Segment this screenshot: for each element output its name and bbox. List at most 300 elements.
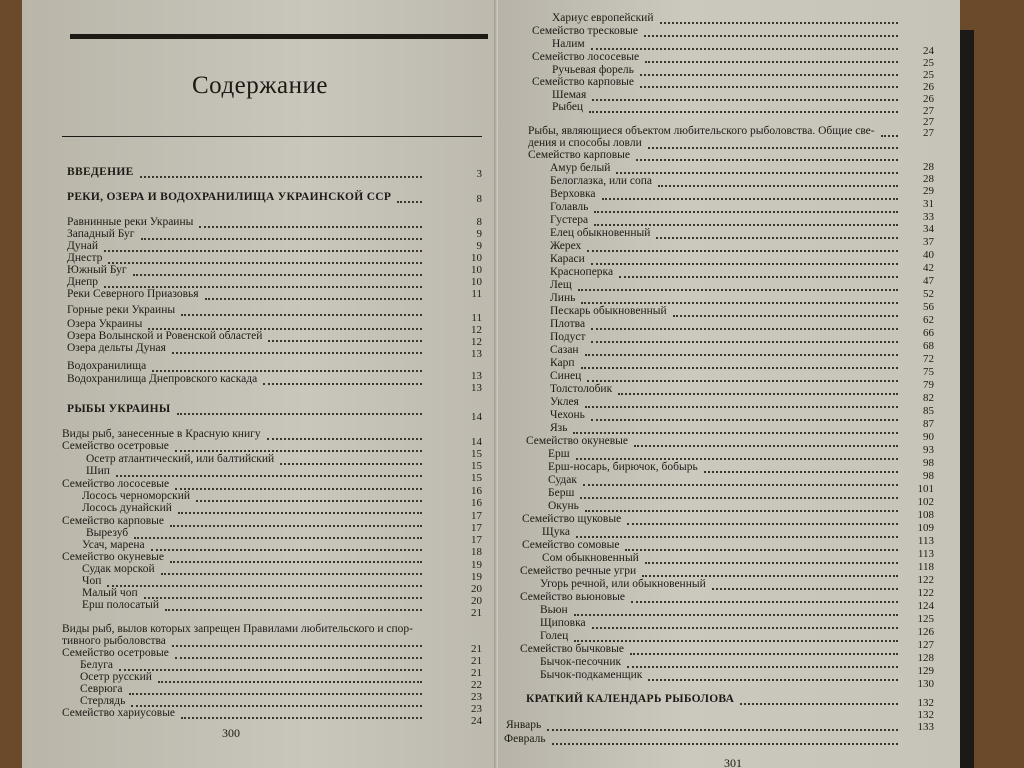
toc-entry [67,288,199,301]
page-number: 23 [471,703,482,715]
toc-entry-text: Семейство лососевые [62,478,170,490]
page-number: 126 [917,626,934,638]
toc-entry-text: Семейство карповые [62,515,164,527]
dot-leader [591,327,898,330]
page-number: 31 [923,198,934,210]
dot-leader [640,85,898,88]
dot-leader [172,351,422,354]
toc-entry [82,502,172,515]
toc-entry-text: Голавль [550,201,589,213]
page-number: 20 [471,583,482,595]
page-number: 17 [471,534,482,546]
toc-entry [550,383,612,396]
toc-entry-text: Горные реки Украины [67,304,176,316]
toc-entry-text: Синец [550,370,582,382]
page-number: 124 [917,600,934,612]
page-number: 125 [917,613,934,625]
dot-leader [640,73,898,76]
toc-entry-text: Красноперка [550,266,614,278]
toc-entry [62,647,169,660]
dot-leader [642,574,898,577]
toc-entry [548,500,579,513]
toc-entry-text: Семейство речные угри [520,565,637,577]
toc-entry-text: Угорь речной, или обыкновенный [540,578,706,590]
page-number: 8 [476,193,482,205]
page-number: 14 [471,436,482,448]
page-number: 23 [471,691,482,703]
toc-entry [522,513,621,526]
toc-entry-text: Ерш [548,448,570,460]
page-number: 132 [917,709,934,721]
dot-leader [591,340,898,343]
dot-leader [627,522,898,525]
toc-entry-text: Налим [552,38,585,50]
page-number: 10 [471,264,482,276]
page-number: 87 [923,418,934,430]
toc-entry-text: Вьюн [540,604,568,616]
dot-leader [119,668,422,671]
page-number: 129 [917,665,934,677]
page-number: 20 [471,595,482,607]
page-number: 133 [917,721,934,733]
toc-entry-text: Дунай [67,240,99,252]
dot-leader [660,21,898,24]
toc-entry-text: Семейство лососевые [532,51,640,63]
toc-entry-text: Ручьевая форель [552,64,634,76]
toc-entry [552,101,583,114]
toc-entry [526,693,734,706]
dot-leader [591,418,898,421]
dot-leader [552,742,898,745]
toc-entry-text: Семейство тресковые [532,25,638,37]
toc-entry [548,448,570,461]
dot-leader [587,249,898,252]
toc-entry-text: Елец обыкновенный [550,227,651,239]
toc-entry [67,403,171,416]
page-number: 15 [471,448,482,460]
dot-leader [589,110,898,113]
toc-entry-text: Плотва [550,318,586,330]
dot-leader [594,223,898,226]
toc-entry [520,591,625,604]
dot-leader [141,237,422,240]
dot-leader [636,158,898,161]
toc-entry-text: Осетр русский [80,671,152,683]
toc-entry-text: Уклея [550,396,579,408]
page-number: 13 [471,382,482,394]
page-number: 66 [923,327,934,339]
dot-leader [152,369,422,372]
dot-leader [576,457,898,460]
dot-leader [581,366,898,369]
page-number: 79 [923,379,934,391]
toc-entry-text: Белоглазка, или сопа [550,175,653,187]
toc-entry-text: Сом обыкновенный [542,552,639,564]
toc-entry [540,578,706,591]
page-number: 109 [917,522,934,534]
toc-entry-text: Семейство щуковые [522,513,622,525]
toc-entry [67,304,175,317]
toc-entry [550,331,585,344]
page-number: 15 [471,472,482,484]
dot-leader [645,60,898,63]
page-number: 11 [471,312,482,324]
top-rule [70,34,488,39]
toc-entry-text: Семейство окуневые [62,551,165,563]
page-number: 21 [471,667,482,679]
page-number: 37 [923,236,934,248]
dot-leader [585,353,898,356]
dot-leader [630,652,898,655]
toc-entry [550,422,567,435]
toc-entry [540,656,621,669]
toc-entry [67,191,391,204]
dot-leader [580,496,898,499]
dot-leader [158,680,422,683]
page-number: 27 [923,127,934,139]
page-number: 98 [923,457,934,469]
toc-entry [550,357,575,370]
dot-leader [267,437,422,440]
toc-entry-text: Щука [542,526,571,538]
dot-leader [592,98,898,101]
toc-entry-text: Водохранилища Днепровского каскада [67,373,258,385]
toc-entry [540,669,642,682]
toc-entry-text: РЫБЫ УКРАИНЫ [67,403,171,415]
dot-leader [181,313,422,316]
toc-entry-text: Судак [548,474,577,486]
page-title: Содержание [192,72,328,99]
page-number: 17 [471,510,482,522]
toc-entry [540,604,568,617]
dot-leader [107,584,422,587]
toc-entry [552,38,585,51]
page-number: 21 [471,655,482,667]
toc-entry [532,76,634,89]
dot-leader [108,261,422,264]
page-number: 28 [923,173,934,185]
page-number: 12 [471,324,482,336]
dot-leader [131,704,422,707]
dot-leader [165,608,422,611]
toc-entry [550,227,650,240]
page-number: 8 [476,216,482,228]
toc-entry-text: Лещ [550,279,572,291]
page-number: 26 [923,81,934,93]
page-number: 25 [923,69,934,81]
toc-entry-text: Шип [86,465,110,477]
page-number: 68 [923,340,934,352]
page-number: 28 [923,161,934,173]
page-number: 15 [471,460,482,472]
dot-leader [602,197,898,200]
toc-entry [550,266,613,279]
page-number: 27 [923,116,934,128]
toc-entry [552,12,654,25]
page-number: 19 [471,571,482,583]
toc-entry [550,240,581,253]
page-number: 12 [471,336,482,348]
dot-leader [673,314,898,317]
toc-entry-text: Семейство вьюновые [520,591,625,603]
toc-entry [520,565,636,578]
toc-entry-text: Равнинные реки Украины [67,216,194,228]
page-number: 108 [917,509,934,521]
folio-left: 300 [222,726,240,740]
toc-entry [86,453,274,466]
dot-leader [170,524,422,527]
dot-leader [644,34,898,37]
toc-entry-text: Семейство сомовые [522,539,620,551]
toc-entry-text: Озера Украины [67,318,143,330]
toc-entry [526,435,628,448]
toc-entry [550,279,572,292]
dot-leader [104,249,422,252]
dot-leader [129,692,422,695]
dot-leader [585,509,898,512]
toc-entry-text: Водохранилища [67,360,147,372]
toc-entry-text: Белуга [80,659,114,671]
dot-leader [618,392,898,395]
page-number: 18 [471,546,482,558]
dot-leader [578,288,898,291]
toc-entry-text: Караси [550,253,585,265]
dot-leader [134,536,422,539]
dot-leader [175,449,422,452]
toc-entry [522,539,619,552]
page-number: 19 [471,559,482,571]
toc-entry [550,188,596,201]
toc-entry-text: Чоп [82,575,102,587]
dot-leader [263,382,422,385]
dot-leader [196,499,422,502]
toc-entry-text: Февраль [504,733,546,745]
dot-leader [178,511,422,514]
dot-leader [581,301,898,304]
toc-entry-text: Семейство окуневые [526,435,629,447]
page-number: 13 [471,370,482,382]
page-number: 21 [471,643,482,655]
page-number: 27 [923,105,934,117]
dot-leader [648,678,898,681]
toc-entry [62,440,169,453]
page-number: 21 [471,607,482,619]
toc-entry-text: Берш [548,487,575,499]
dot-leader [181,716,422,719]
toc-entry-text: Днестр [67,252,103,264]
toc-entry [86,465,110,478]
book-cover-edge [960,30,974,768]
dot-leader [161,572,422,575]
dot-leader [170,560,422,563]
toc-entry-text: Рыбы, являющиеся объектом любительского рыболовства. Общие све- [528,125,875,137]
toc-entry-text: Озера Волынской и Ровенской областей [67,330,263,342]
toc-entry-text: дения и способы ловли [528,137,642,149]
toc-entry [550,396,579,409]
toc-entry [548,487,574,500]
page-number: 25 [923,57,934,69]
toc-entry [550,253,585,266]
page-number: 24 [923,45,934,57]
toc-entry-text: Судак морской [82,563,155,575]
toc-entry [548,474,577,487]
toc-entry-text: Хариус европейский [552,12,654,24]
toc-entry-text: Январь [506,719,542,731]
toc-entry [520,643,624,656]
dot-leader [591,47,898,50]
toc-entry-text: Сазан [550,344,579,356]
page-number: 16 [471,485,482,497]
toc-entry [532,51,639,64]
toc-entry [506,719,541,732]
dot-leader [175,656,422,659]
toc-entry [67,166,134,179]
dot-leader [116,474,422,477]
page-number: 118 [917,561,934,573]
toc-entry-text: ВВЕДЕНИЕ [67,166,134,178]
dot-leader [574,639,898,642]
toc-entry-text: Толстолобик [550,383,613,395]
toc-entry-text: Лосось дунайский [82,502,172,514]
toc-entry-text: Щиповка [540,617,586,629]
page-number: 9 [476,240,482,252]
page-number: 56 [923,301,934,313]
toc-entry [542,526,570,539]
toc-entry [550,214,588,227]
toc-entry-text: Жерех [550,240,582,252]
page-number: 93 [923,444,934,456]
page-number: 24 [471,715,482,727]
dot-leader [645,561,898,564]
toc-entry [550,162,610,175]
toc-entry-text: КРАТКИЙ КАЛЕНДАРЬ РЫБОЛОВА [526,693,735,705]
toc-entry-text: Густера [550,214,589,226]
dot-leader [627,665,898,668]
page-number: 85 [923,405,934,417]
title-rule [62,136,482,137]
toc-entry-text: Шемая [552,89,587,101]
page-number: 22 [471,679,482,691]
page-number: 98 [923,470,934,482]
dot-leader [583,483,898,486]
toc-entry-text: РЕКИ, ОЗЕРА И ВОДОХРАНИЛИЩА УКРАИНСКОЙ ССР [67,191,392,203]
page-number: 26 [923,93,934,105]
toc-entry [550,370,581,383]
toc-entry-text: Виды рыб, вылов которых запрещен Правилами любительского и спор- [62,623,413,635]
toc-entry-text: Ерш-носарь, бирючок, бобырь [548,461,698,473]
dot-leader [205,297,422,300]
page-number: 9 [476,228,482,240]
page-number: 130 [917,678,934,690]
page-number: 113 [917,548,934,560]
toc-entry-text: Реки Северного Приазовья [67,288,199,300]
toc-entry [550,175,652,188]
toc-entry [548,461,698,474]
toc-entry-text: Бычок-подкаменщик [540,669,643,681]
dot-leader [625,548,898,551]
toc-entry-text: Виды рыб, занесенные в Красную книгу [62,428,261,440]
page-number: 13 [471,348,482,360]
dot-leader [177,412,422,415]
toc-entry-text: Пескарь обыкновенный [550,305,667,317]
dot-leader [199,225,422,228]
dot-leader [634,444,898,447]
toc-entry [550,344,579,357]
toc-entry-text: Язь [550,422,568,434]
page-number: 101 [917,483,934,495]
toc-entry [550,201,588,214]
dot-leader [881,134,898,137]
right-page [498,0,960,768]
page-number: 10 [471,252,482,264]
dot-leader [576,535,898,538]
toc-entry [540,617,586,630]
toc-entry-text: Западный Буг [67,228,135,240]
toc-entry-text: Голец [540,630,569,642]
toc-entry-text: Усач, марена [82,539,145,551]
toc-entry-text: Вырезуб [86,527,129,539]
toc-entry-text: Семейство хариусовые [62,707,176,719]
page-number: 128 [917,652,934,664]
dot-leader [547,728,898,731]
dot-leader [175,487,422,490]
dot-leader [104,285,422,288]
page-number: 40 [923,249,934,261]
toc-entry-text: Линь [550,292,576,304]
page-number: 34 [923,223,934,235]
folio-right: 301 [724,756,742,768]
dot-leader [268,339,422,342]
toc-entry-text: Днепр [67,276,99,288]
toc-entry [62,707,175,720]
dot-leader [573,431,898,434]
page-number: 33 [923,211,934,223]
dot-leader [144,596,422,599]
dot-leader [587,379,898,382]
toc-entry-text: Семейство карповые [532,76,634,88]
dot-leader [619,275,898,278]
dot-leader [616,171,898,174]
toc-entry-text: Семейство карповые [528,149,630,161]
dot-leader [148,327,422,330]
page-number: 62 [923,314,934,326]
toc-entry-text: Озера дельты Дуная [67,342,166,354]
toc-entry-text: Семейство осетровые [62,440,169,452]
dot-leader [397,200,422,203]
toc-entry [550,318,585,331]
toc-entry-text: Верховка [550,188,596,200]
dot-leader [172,644,422,647]
page-number: 75 [923,366,934,378]
toc-entry-text: Бычок-песочник [540,656,622,668]
dot-leader [648,146,898,149]
toc-entry-text: Амур белый [550,162,611,174]
page-number: 42 [923,262,934,274]
page-number: 11 [471,288,482,300]
toc-entry [504,733,546,746]
page-number: 17 [471,522,482,534]
page-number: 82 [923,392,934,404]
page-number: 90 [923,431,934,443]
toc-entry-text: Подуст [550,331,586,343]
page-number: 122 [917,574,934,586]
page-number: 113 [917,535,934,547]
toc-entry [528,149,630,162]
toc-entry [67,373,257,386]
toc-entry [550,409,585,422]
toc-entry-text: тивного рыболовства [62,635,166,647]
toc-entry-text: Лосось черноморский [82,490,191,502]
